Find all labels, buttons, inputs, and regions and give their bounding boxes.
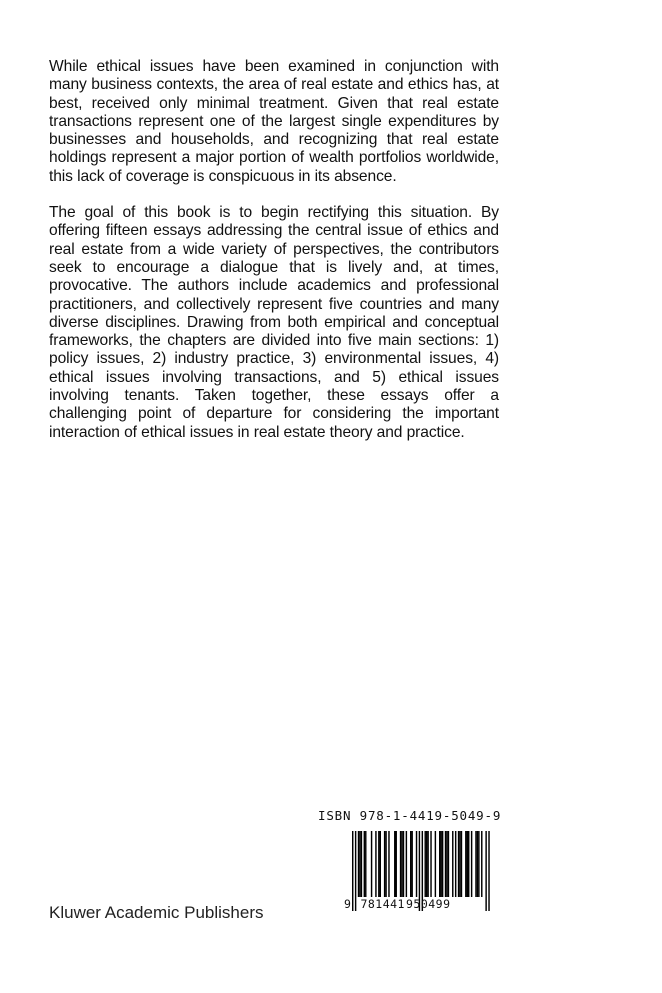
- barcode-bar: [481, 831, 482, 897]
- barcode-bar: [396, 831, 397, 897]
- barcode-bar: [385, 831, 386, 897]
- barcode-bar: [361, 831, 362, 897]
- barcode-bar: [435, 831, 436, 897]
- barcode-bar: [358, 831, 359, 897]
- barcode-bar: [403, 831, 404, 897]
- isbn-label: ISBN 978-1-4419-5049-9: [318, 808, 502, 823]
- barcode-bar: [400, 831, 401, 897]
- ean-first-digit: 9: [344, 897, 352, 911]
- barcode-bar: [465, 831, 466, 897]
- barcode-guard-bar: [485, 831, 486, 911]
- barcode-bar: [427, 831, 428, 897]
- barcode-bar: [445, 831, 446, 897]
- barcode-bar: [478, 831, 479, 897]
- barcode-bar: [378, 831, 379, 897]
- barcode-bar: [477, 831, 478, 897]
- barcode-bar: [359, 831, 360, 897]
- barcode-bar: [430, 831, 431, 897]
- book-description: [49, 58, 499, 442]
- barcode-guard-bar: [488, 831, 489, 911]
- description-paragraph-2: The goal of this book is to begin rectifying this situation. By offering fifteen essays addressing the central issue of ethics and real estate from a wide variety of perspectives, the contributors seek to encourage a dialogue that is lively and, at times, provocative. The authors include academics and professional practitioners, and collectively represent five countries and many diverse disciplines. Drawing from both empirical and conceptual frameworks, the chapters are divided into five main sections: 1) policy issues, 2) industry practice, 3) environmental issues, 4) ethical issues involving transactions, and 5) ethical issues involving tenants. Taken together, these essays offer a challenging point of departure for considering the important interaction of ethical issues in real estate theory and practice.: [49, 204, 499, 441]
- barcode-bar: [461, 831, 462, 897]
- barcode-bar: [380, 831, 381, 897]
- barcode-bar: [440, 831, 441, 897]
- barcode-bar: [448, 831, 449, 897]
- barcode-bar: [384, 831, 385, 897]
- barcode-bar: [371, 831, 372, 897]
- barcode-bar: [455, 831, 456, 897]
- barcode-bar: [375, 831, 376, 897]
- barcode-bar: [467, 831, 468, 897]
- barcode-bar: [394, 831, 395, 897]
- barcode-bar: [475, 831, 476, 897]
- barcode-bar: [446, 831, 447, 897]
- barcode-bar: [426, 831, 427, 897]
- barcode-bar: [364, 831, 365, 897]
- barcode-bar: [425, 831, 426, 897]
- ean-digits: [344, 898, 451, 911]
- barcode-bar: [416, 831, 417, 897]
- barcode-bar: [365, 831, 366, 897]
- barcode-bar: [458, 831, 459, 897]
- barcode-bar: [439, 831, 440, 897]
- ean-left-group: 781441: [360, 897, 405, 911]
- barcode-bar: [468, 831, 469, 897]
- barcode-bar: [410, 831, 411, 897]
- barcode-bar: [459, 831, 460, 897]
- ean-right-group: 950499: [405, 897, 451, 911]
- barcode-bar: [388, 831, 389, 897]
- isbn-barcode-block: [318, 809, 500, 911]
- publisher-name: Kluwer Academic Publishers: [49, 903, 264, 922]
- description-paragraph-1: While ethical issues have been examined in conjunction with many business contexts, the area of real estate and ethics has, at best, received only minimal treatment. Given that real estate transactions represent one of the largest single expenditures by businesses and households, and recognizing that real estate holdings represent a major portion of wealth portfolios worldwide, this lack of coverage is conspicuous in its absence.: [49, 58, 499, 185]
- barcode-bar: [411, 831, 412, 897]
- barcode-bar: [401, 831, 402, 897]
- barcode-bar: [471, 831, 472, 897]
- barcode-bar: [406, 831, 407, 897]
- barcode-bar: [452, 831, 453, 897]
- barcode-bar: [442, 831, 443, 897]
